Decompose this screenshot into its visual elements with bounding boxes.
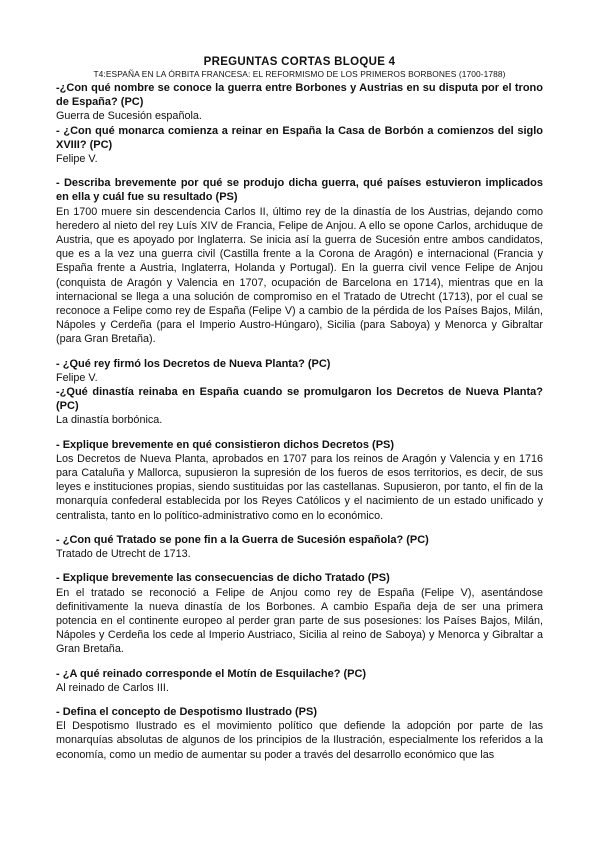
document-page <box>56 55 543 762</box>
answer: La dinastía borbónica. <box>56 414 163 427</box>
question: - ¿Qué rey firmó los Decretos de Nueva Planta? (PC) <box>56 357 331 370</box>
qa-item <box>56 81 543 124</box>
question: - ¿A qué reinado corresponde el Motín de Esquilache? (PC) <box>56 667 367 680</box>
question: - Describa brevemente por qué se produjo dicha guerra, qué países estuvieron implicados en ella y cuál fue su resultado (PS) <box>56 177 543 204</box>
qa-item <box>56 571 543 656</box>
answer: El Despotismo Ilustrado es el movimiento político que defiende la adopción por parte de las monarquías absolutas de algunos de los principios de la Ilustración, especialmente los referidos a la economía, como un medio de aumentar su poder a través del desarrollo económico que las <box>56 720 543 761</box>
qa-item <box>56 357 543 385</box>
answer: En el tratado se reconoció a Felipe de Anjou como rey de España (Felipe V), asentándose definitivamente la nueva dinastía de los Borbones. A cambio España deja de ser una primera potencia en el continente europeo al perder gran parte de sus posesiones: los Países Bajos, Milán, Nápoles y Cerdeña los cede al Imperio Austriaco, Sicilia al reino de Saboya) y Menorca y Gibraltar a Gran Bretaña. <box>56 586 543 656</box>
answer: Al reinado de Carlos III. <box>56 681 169 694</box>
answer: Guerra de Sucesión española. <box>56 110 202 123</box>
answer: Tratado de Utrecht de 1713. <box>56 548 191 561</box>
answer: Felipe V. <box>56 153 98 166</box>
qa-item <box>56 385 543 428</box>
qa-item <box>56 705 543 762</box>
qa-item <box>56 438 543 523</box>
question: -¿Con qué nombre se conoce la guerra entre Borbones y Austrias en su disputa por el trono de España? (PC) <box>56 82 543 109</box>
question: -¿Qué dinastía reinaba en España cuando se promulgaron los Decretos de Nueva Planta? (PC) <box>56 386 543 413</box>
question: - Explique brevemente en qué consistieron dichos Decretos (PS) <box>56 438 395 451</box>
document-subtitle: T4:ESPAÑA EN LA ÓRBITA FRANCESA: EL REFORMISMO DE LOS PRIMEROS BORBONES (1700-1788) <box>93 69 506 79</box>
answer: Los Decretos de Nueva Planta, aprobados en 1707 para los reinos de Aragón y Valencia y en 1716 para Cataluña y Mallorca, supusieron la supresión de los fueros de esos territorios, es decir, de sus leyes e instituciones propias, siendo sustituidas por las castellanas. Supusieron, por tanto, el fin de la monarquía confederal establecida por los Reyes Católicos y el nacimiento de un estado unificado y centralista, tanto en lo político-administrativo como en lo económico. <box>56 452 543 522</box>
question: - Explique brevemente las consecuencias de dicho Tratado (PS) <box>56 572 390 585</box>
qa-item <box>56 124 543 167</box>
answer: Felipe V. <box>56 371 98 384</box>
qa-item <box>56 533 543 561</box>
question: - ¿Con qué monarca comienza a reinar en España la Casa de Borbón a comienzos del siglo XVIII? (PC) <box>56 124 543 151</box>
qa-item <box>56 176 543 346</box>
question: - Defina el concepto de Despotismo Ilustrado (PS) <box>56 705 317 718</box>
question: - ¿Con qué Tratado se pone fin a la Guerra de Sucesión española? (PC) <box>56 533 429 546</box>
qa-item <box>56 667 543 695</box>
document-title: PREGUNTAS CORTAS BLOQUE 4 <box>203 56 396 68</box>
answer: En 1700 muere sin descendencia Carlos II, último rey de la dinastía de los Austrias, dejando como heredero al nieto del rey Luís XIV de Francia, Felipe de Anjou. A ello se opone Carlos, archiduque de Austria, que es apoyado por Inglaterra. Se inicia así la guerra de Sucesión entre ambos candidatos, que es a la vez una guerra civil (Castilla frente a la Corona de Aragón) e internacional (Francia y España frente a Austria, Inglaterra, Holanda y Portugal). En la guerra civil vence Felipe de Anjou (conquista de Aragón y Valencia en 1707, ocupación de Barcelona en 1714), mientras que en la internacional se llega a una solución de compromiso en el Tratado de Utrecht (1713), por el cual se reconoce a Felipe como rey de España (Felipe V) a cambio de la pérdida de los Países Bajos, Milán, Nápoles y Cerdeña (para el Imperio Austro-Húngaro), Sicilia (para Saboya) y Menorca y Gibraltar (para Gran Bretaña). <box>56 205 543 346</box>
